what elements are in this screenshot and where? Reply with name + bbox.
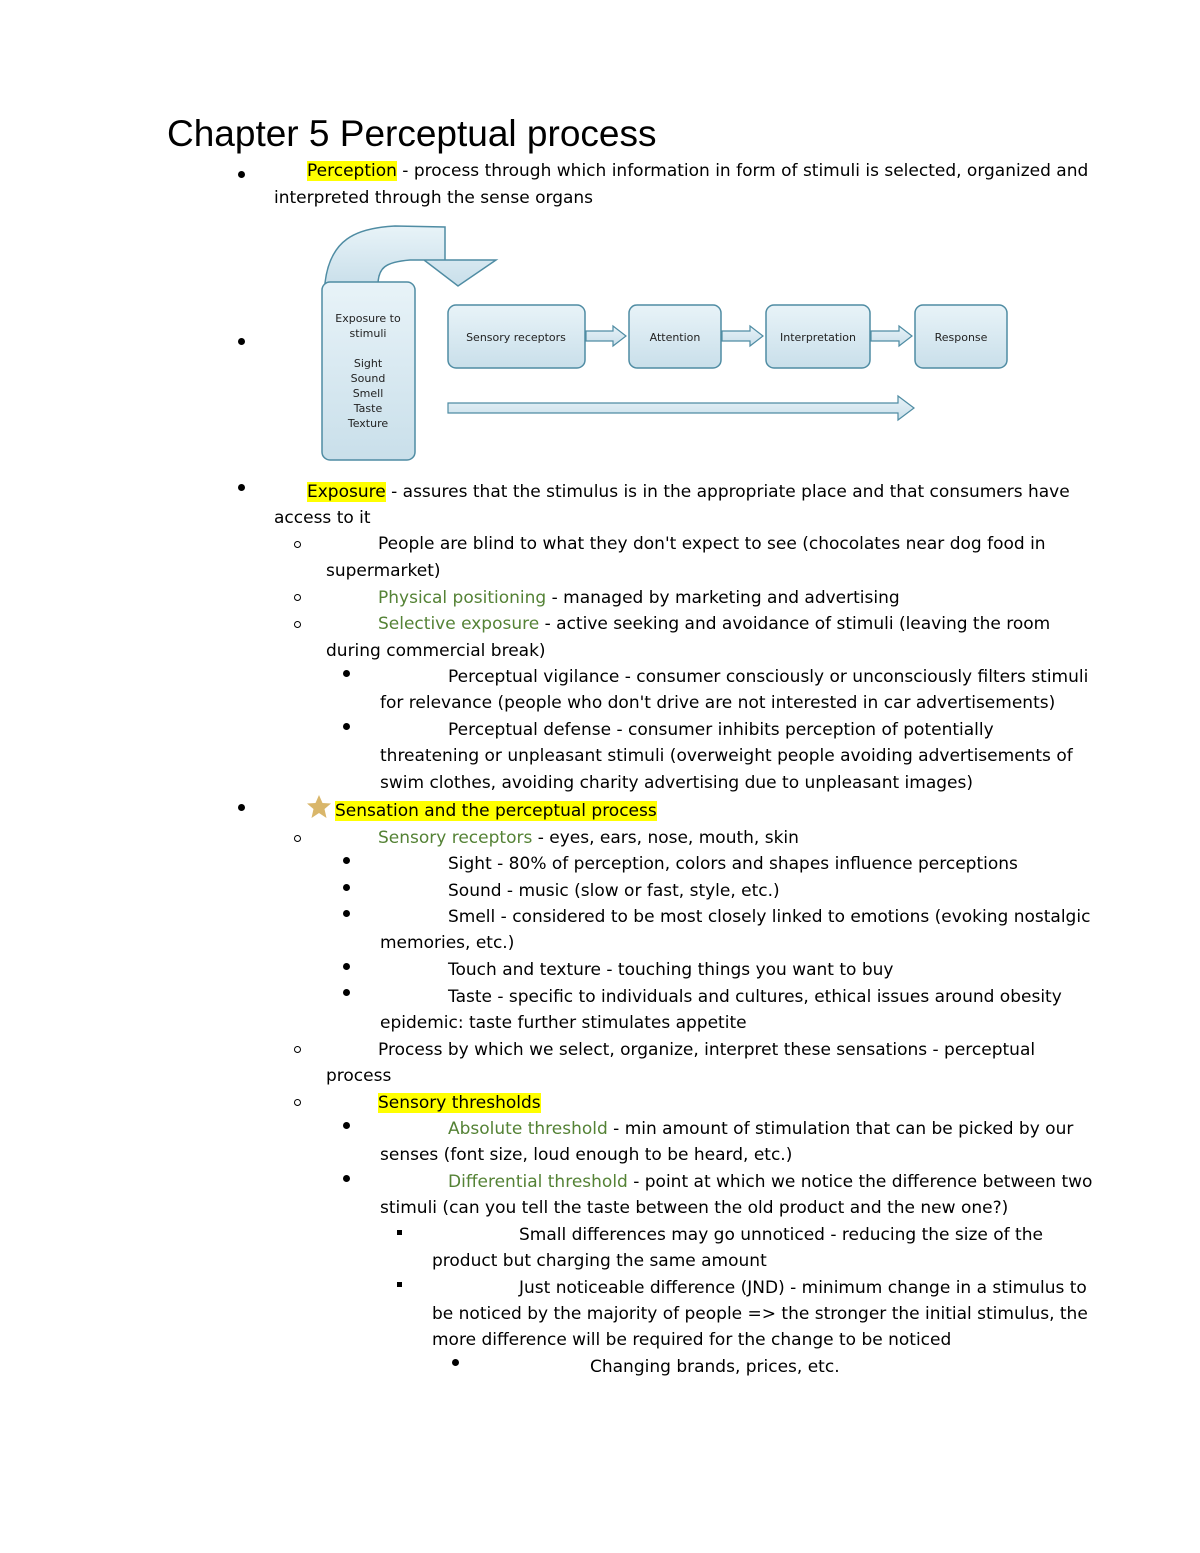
circle-bullet-icon [294,835,301,842]
physical-positioning-line [378,585,900,611]
taste-line-2: epidemic: taste further stimulates appetite [380,1013,747,1033]
star-icon [306,794,332,819]
differential-threshold-term: Differential threshold [448,1172,628,1192]
sense-sight: Sight [353,357,383,370]
step-label-interpretation: Interpretation [780,331,856,344]
sensation-heading [335,798,657,824]
sense-texture: Texture [347,417,389,430]
exposure-definition: - assures that the stimulus is in the appropriate place and that consumers have [385,482,1070,502]
process-line-2: process [326,1066,392,1086]
differential-threshold-line-2: stimuli (can you tell the taste between the old product and the new one?) [380,1198,1009,1218]
bullet-icon [343,857,350,864]
square-bullet-icon [397,1230,402,1235]
jnd-line-1: Just noticeable difference (JND) - minimum change in a stimulus to [519,1278,1087,1298]
physical-positioning-term: Physical positioning [378,588,547,608]
bullet-icon [343,910,350,917]
bullet-icon [238,484,245,491]
small-differences-line-1: Small differences may go unnoticed - reducing the size of the [519,1225,1043,1245]
touch-line: Touch and texture - touching things you want to buy [448,960,894,980]
curved-arrow-icon [325,226,496,286]
page-title: Chapter 5 Perceptual process [167,113,657,154]
circle-bullet-icon [294,1099,301,1106]
sense-smell: Smell [352,387,384,400]
taste-line-1: Taste - specific to individuals and cultures, ethical issues around obesity [448,987,1062,1007]
perceptual-process-diagram [0,0,1200,480]
circle-bullet-icon [294,594,301,601]
selective-exposure-term: Selective exposure [378,614,540,634]
defense-line-1: Perceptual defense - consumer inhibits perception of potentially [448,720,994,740]
changing-brands-line: Changing brands, prices, etc. [590,1357,840,1377]
selective-exposure-definition: - active seeking and avoidance of stimuli (leaving the room [539,614,1051,634]
absolute-threshold-definition: - min amount of stimulation that can be picked by our [607,1119,1074,1139]
selective-exposure-line-1 [378,611,1050,637]
circle-bullet-icon [294,1046,301,1053]
sensory-receptors-line [378,825,799,851]
exposure-title-2: stimuli [349,327,387,340]
smell-line-2: memories, etc.) [380,933,515,953]
perception-term: Perception [307,161,397,181]
circle-bullet-icon [294,621,301,628]
arrow-icon [722,326,763,346]
exposure-box [322,282,415,460]
long-arrow-icon [448,396,914,420]
arrow-icon [871,326,912,346]
step-label-attention: Attention [649,331,701,344]
jnd-line-3: more difference will be required for the change to be noticed [432,1330,952,1350]
sense-taste: Taste [353,402,383,415]
sense-sound: Sound [350,372,386,385]
exposure-title-1: Exposure to [335,312,401,325]
defense-line-3: swim clothes, avoiding charity advertising due to unpleasant images) [380,773,973,793]
jnd-line-2: be noticed by the majority of people => the stronger the initial stimulus, the [432,1304,1088,1324]
small-differences-line-2: product but charging the same amount [432,1251,767,1271]
absolute-threshold-line-1 [448,1116,1073,1142]
bullet-icon [343,1122,350,1129]
bullet-icon [238,804,245,811]
blind-line-1: People are blind to what they don't expect to see (chocolates near dog food in [378,534,1046,554]
sensory-receptors-definition: - eyes, ears, nose, mouth, skin [532,828,799,848]
smell-line-1: Smell - considered to be most closely linked to emotions (evoking nostalgic [448,907,1091,927]
absolute-threshold-term: Absolute threshold [448,1119,608,1139]
bullet-icon [343,989,350,996]
process-line-1: Process by which we select, organize, interpret these sensations - perceptual [378,1040,1036,1060]
sensory-thresholds-heading: Sensory thresholds [378,1093,541,1113]
vigilance-line-2: for relevance (people who don't drive are not interested in car advertisements) [380,693,1056,713]
defense-line-2: threatening or unpleasant stimuli (overweight people avoiding advertisements of [380,746,1073,766]
vigilance-line-1: Perceptual vigilance - consumer consciously or unconsciously filters stimuli [448,667,1089,687]
selective-exposure-line-2: during commercial break) [326,641,546,661]
step-label-response: Response [934,331,988,344]
bullet-icon [343,884,350,891]
square-bullet-icon [397,1282,402,1287]
absolute-threshold-line-2: senses (font size, loud enough to be heard, etc.) [380,1145,793,1165]
blind-line-2: supermarket) [326,561,441,581]
bullet-icon [343,1175,350,1182]
perception-definition: - process through which information in form of stimuli is selected, organized and [396,161,1089,181]
sound-line: Sound - music (slow or fast, style, etc.) [448,881,780,901]
bullet-icon [343,723,350,730]
bullet-icon [343,963,350,970]
step-label-sensory-receptors: Sensory receptors [466,331,566,344]
differential-threshold-definition: - point at which we notice the difference between two [627,1172,1093,1192]
circle-bullet-icon [294,541,301,548]
differential-threshold-line-1 [448,1169,1092,1195]
arrow-icon [586,326,626,346]
sensory-thresholds-line [378,1090,541,1116]
sensory-receptors-term: Sensory receptors [378,828,533,848]
exposure-term: Exposure [307,482,386,502]
sight-line: Sight - 80% of perception, colors and shapes influence perceptions [448,854,1018,874]
exposure-line-1 [307,479,1070,505]
bullet-icon [452,1359,459,1366]
perception-line-2: interpreted through the sense organs [274,188,594,208]
exposure-line-2: access to it [274,508,371,528]
bullet-icon [343,670,350,677]
physical-positioning-definition: - managed by marketing and advertising [546,588,900,608]
sensation-heading-text: Sensation and the perceptual process [335,801,657,821]
